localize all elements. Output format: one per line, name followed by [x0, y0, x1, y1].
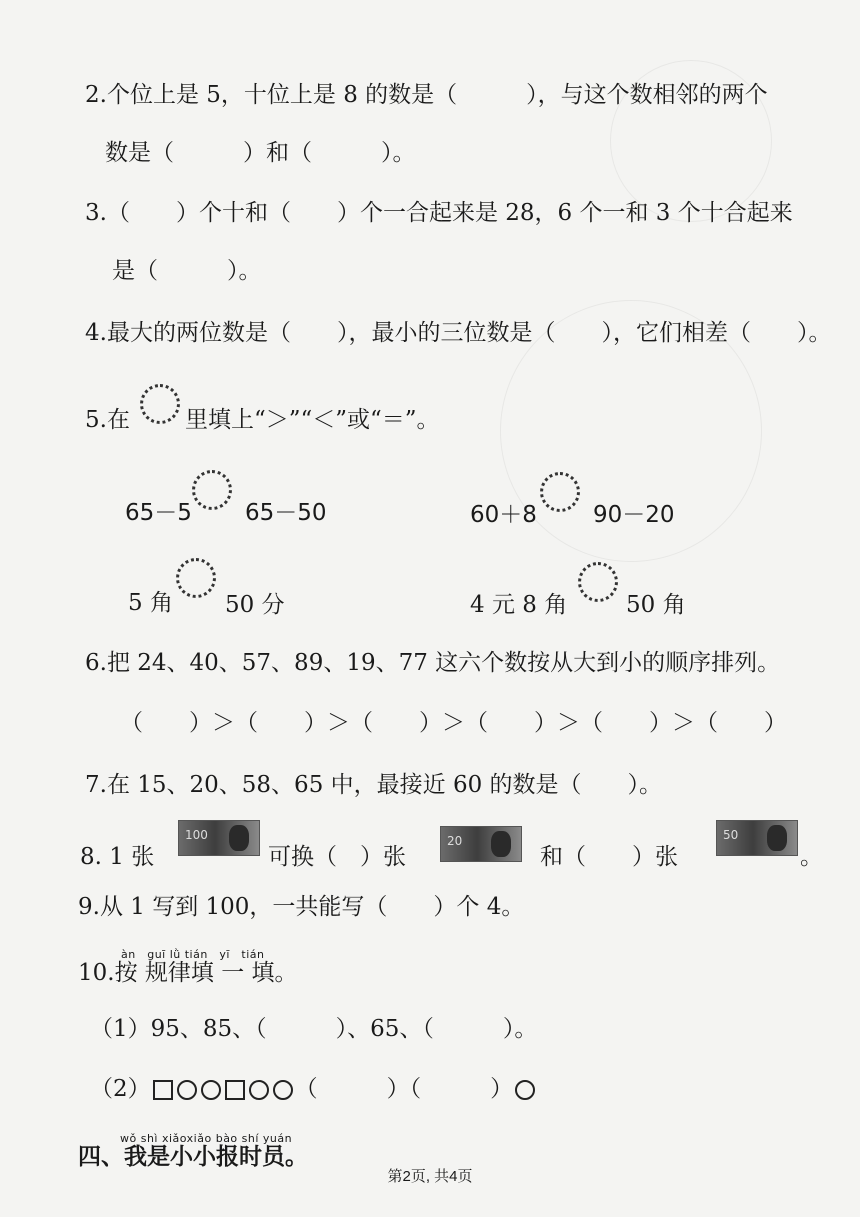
q10-sub1: （1）95、85、（ ）、65、（ ）。 [90, 1016, 538, 1042]
q5-item2-circle[interactable] [540, 472, 580, 512]
q5-item3-circle[interactable] [176, 558, 216, 598]
q5-lead: 5.在 [85, 407, 130, 433]
q5-item3-left: 5 角 [128, 590, 173, 616]
sec4-pinyin: wǒ shì xiǎoxiǎo bào shí yuán [120, 1132, 293, 1145]
q5-instruction: 里填上“＞”“＜”或“＝”。 [185, 407, 440, 433]
q7-line: 7.在 15、20、58、65 中，最接近 60 的数是（ ）。 [85, 772, 663, 798]
q5-item1-right: 65－50 [245, 500, 327, 526]
circle-icon [273, 1080, 293, 1100]
q5-item1-circle[interactable] [192, 470, 232, 510]
banknote-50-icon: 50 [716, 820, 798, 856]
q5-item4-right: 50 角 [626, 592, 686, 618]
q2-line1: 2.个位上是 5，十位上是 8 的数是（ ），与这个数相邻的两个 [85, 82, 768, 108]
q9-line: 9.从 1 写到 100，一共能写（ ）个 4。 [78, 894, 525, 920]
q10-title: 10.按 规律填 一 填。 [78, 960, 298, 986]
square-icon [153, 1080, 173, 1100]
q5-item2-left: 60＋8 [470, 502, 537, 528]
q3-line1: 3.（ ）个十和（ ）个一合起来是 28，6 个一和 3 个十合起来 [85, 200, 793, 226]
q8-part-d: 。 [800, 844, 823, 870]
banknote-100-icon: 100 [178, 820, 260, 856]
square-icon [225, 1080, 245, 1100]
q3-line2: 是（ ）。 [112, 258, 262, 284]
q10-sub2 [90, 1074, 537, 1104]
circle-icon [515, 1080, 535, 1100]
q10-pinyin: àn guī lǜ tián yī tián [121, 948, 265, 961]
q6-line2: （ ）＞（ ）＞（ ）＞（ ）＞（ ）＞（ ） [120, 710, 787, 736]
q10-sub2-blanks: （ ）（ ） [294, 1076, 514, 1102]
q5-item3-right: 50 分 [225, 592, 285, 618]
q5-item1-left: 65－5 [125, 500, 192, 526]
q8-part-a: 8. 1 张 [80, 844, 155, 870]
q4-line: 4.最大的两位数是（ ），最小的三位数是（ ），它们相差（ ）。 [85, 320, 832, 346]
q5-item2-right: 90－20 [593, 502, 675, 528]
page-footer: 第2页, 共4页 [387, 1168, 473, 1185]
q5-item4-left: 4 元 8 角 [470, 592, 568, 618]
q10-sub2-label: （2） [90, 1076, 151, 1102]
circle-icon [201, 1080, 221, 1100]
q2-line2: 数是（ ）和（ ）。 [105, 140, 416, 166]
circle-icon [249, 1080, 269, 1100]
banknote-20-icon: 20 [440, 826, 522, 862]
q8-part-c: 和（ ）张 [540, 844, 678, 870]
compare-circle-icon [140, 384, 180, 424]
sec4-title: 四、我是小小报时员。 [78, 1143, 308, 1170]
circle-icon [177, 1080, 197, 1100]
q8-part-b: 可换（ ）张 [268, 844, 406, 870]
q5-item4-circle[interactable] [578, 562, 618, 602]
q6-line1: 6.把 24、40、57、89、19、77 这六个数按从大到小的顺序排列。 [85, 650, 781, 676]
